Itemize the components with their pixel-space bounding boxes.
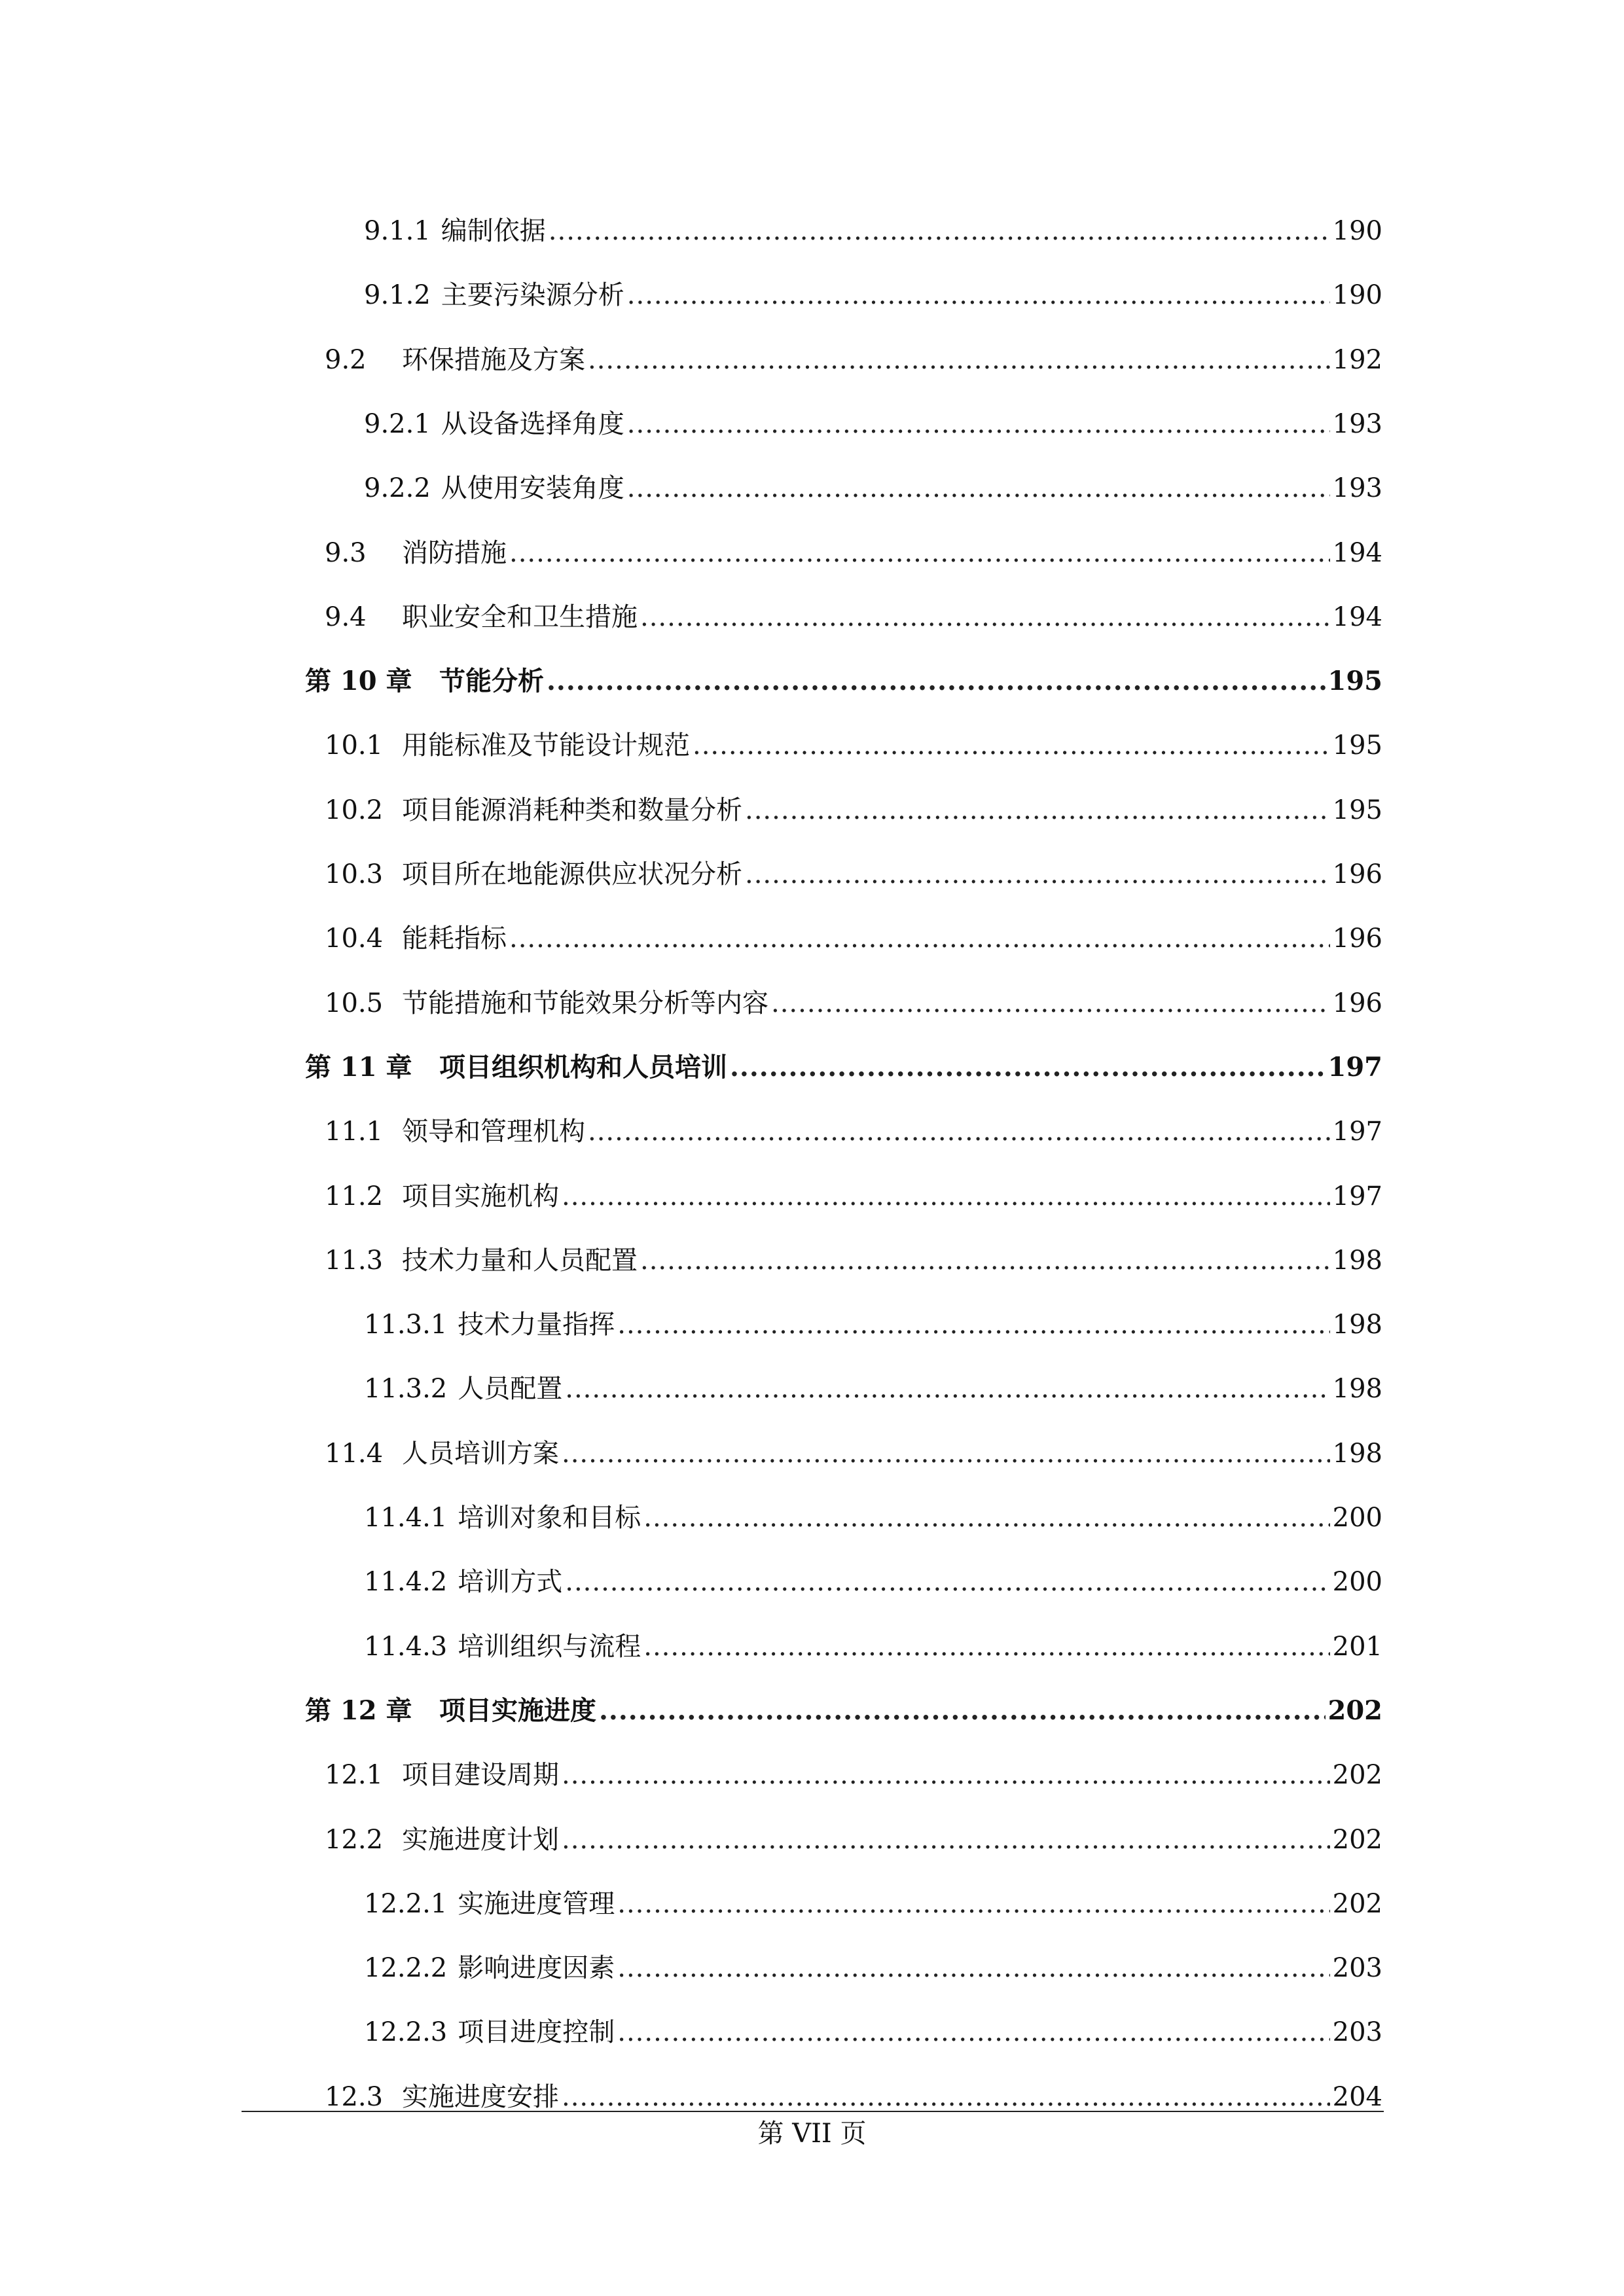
toc-entry-number: 12.2.3 <box>364 2017 448 2047</box>
toc-entry-number: 10.1 <box>325 730 384 761</box>
toc-entry[interactable] <box>364 2009 1382 2055</box>
toc-entry-page: 194 <box>1332 538 1382 568</box>
toc-entry[interactable] <box>325 337 1382 383</box>
toc-entry-page: 192 <box>1332 345 1382 375</box>
toc-dot-leader <box>588 337 1330 383</box>
toc-entry[interactable] <box>325 787 1382 833</box>
toc-entry-page: 197 <box>1327 1052 1382 1083</box>
toc-entry[interactable] <box>364 1366 1382 1412</box>
toc-entry-title: 实施进度安排 <box>402 2082 559 2112</box>
toc-dot-leader <box>617 1302 1329 1348</box>
toc-entry-page: 196 <box>1332 924 1382 954</box>
toc-dot-leader <box>562 1431 1330 1477</box>
toc-entry[interactable] <box>325 2074 1382 2120</box>
toc-entry-page: 198 <box>1332 1310 1382 1340</box>
toc-entry[interactable] <box>325 1109 1382 1155</box>
toc-entry-page: 195 <box>1332 730 1382 761</box>
toc-entry-title: 编制依据 <box>441 216 546 246</box>
toc-dot-leader <box>771 980 1330 1026</box>
toc-entry-title: 项目进度控制 <box>458 2017 615 2047</box>
toc-dot-leader <box>562 1817 1330 1863</box>
toc-dot-leader <box>599 1688 1326 1734</box>
toc-entry-title: 能耗指标 <box>402 924 507 954</box>
toc-entry-number: 11.1 <box>325 1117 384 1147</box>
toc-chapter-entry[interactable] <box>305 1045 1382 1090</box>
toc-entry-number: 9.1.1 <box>364 216 431 246</box>
footer-page-number: 第 VII 页 <box>757 2119 867 2149</box>
toc-dot-leader <box>640 594 1330 640</box>
toc-entry-number: 9.4 <box>325 602 367 632</box>
toc-entry[interactable] <box>325 1752 1382 1798</box>
toc-entry-page: 195 <box>1332 795 1382 825</box>
toc-dot-leader <box>627 401 1330 447</box>
toc-entry-title: 消防措施 <box>402 538 507 568</box>
toc-dot-leader <box>547 658 1326 704</box>
toc-entry-title: 项目实施进度 <box>439 1695 596 1726</box>
toc-dot-leader <box>565 1366 1329 1412</box>
toc-entry-title: 实施进度管理 <box>458 1889 615 1919</box>
toc-entry-number: 9.3 <box>325 538 367 568</box>
toc-dot-leader <box>509 916 1330 961</box>
toc-entry-title: 职业安全和卫生措施 <box>402 602 638 632</box>
toc-entry-page: 196 <box>1332 859 1382 889</box>
toc-entry-page: 198 <box>1332 1439 1382 1469</box>
toc-chapter-entry[interactable] <box>305 1688 1382 1734</box>
toc-entry-number: 12.2 <box>325 1825 384 1855</box>
toc-dot-leader <box>588 1109 1330 1155</box>
toc-entry-number: 11.4.2 <box>364 1567 448 1597</box>
toc-dot-leader <box>549 208 1330 254</box>
toc-entry[interactable] <box>364 1881 1382 1927</box>
toc-entry[interactable] <box>364 1302 1382 1348</box>
toc-entry-number: 11.3.2 <box>364 1374 448 1404</box>
toc-entry-title: 技术力量指挥 <box>458 1310 615 1340</box>
toc-entry-page: 190 <box>1332 280 1382 310</box>
toc-entry-page: 198 <box>1332 1246 1382 1276</box>
toc-entry[interactable] <box>364 272 1382 318</box>
toc-entry-title: 影响进度因素 <box>458 1953 615 1983</box>
toc-entry-page: 202 <box>1332 1889 1382 1919</box>
toc-entry-number: 12.2.1 <box>364 1889 448 1919</box>
toc-entry-page: 193 <box>1332 409 1382 439</box>
footer-rule <box>242 2111 1384 2112</box>
toc-dot-leader <box>643 1495 1329 1541</box>
toc-entry-number: 11.4.3 <box>364 1632 448 1662</box>
toc-entry-number: 第 12 章 <box>305 1695 412 1726</box>
toc-entry-page: 202 <box>1327 1695 1382 1726</box>
toc-entry-number: 9.1.2 <box>364 280 431 310</box>
toc-entry[interactable] <box>325 980 1382 1026</box>
toc-entry-number: 10.3 <box>325 859 384 889</box>
toc-entry-page: 198 <box>1332 1374 1382 1404</box>
toc-entry-title: 从设备选择角度 <box>441 409 624 439</box>
toc-entry-title: 节能分析 <box>439 666 544 696</box>
toc-entry[interactable] <box>364 1945 1382 1991</box>
toc-entry[interactable] <box>325 594 1382 640</box>
toc-entry-page: 190 <box>1332 216 1382 246</box>
toc-entry[interactable] <box>325 1431 1382 1477</box>
toc-entry-number: 第 11 章 <box>305 1052 412 1083</box>
toc-entry-title: 实施进度计划 <box>402 1825 559 1855</box>
toc-entry-title: 培训方式 <box>458 1567 563 1597</box>
toc-entry-page: 197 <box>1332 1181 1382 1211</box>
toc-entry-title: 用能标准及节能设计规范 <box>402 730 690 761</box>
toc-entry-title: 人员培训方案 <box>402 1439 559 1469</box>
toc-entry-title: 从使用安装角度 <box>441 473 624 503</box>
toc-entry-page: 203 <box>1332 2017 1382 2047</box>
toc-entry-number: 9.2 <box>325 345 367 375</box>
toc-dot-leader <box>640 1238 1330 1283</box>
toc-entry-number: 12.1 <box>325 1760 384 1790</box>
toc-entry-number: 11.4.1 <box>364 1503 448 1533</box>
toc-entry-number: 第 10 章 <box>305 666 412 696</box>
toc-dot-leader <box>693 723 1330 768</box>
toc-entry-number: 12.2.2 <box>364 1953 448 1983</box>
toc-entry-page: 201 <box>1332 1632 1382 1662</box>
toc-entry-page: 195 <box>1327 666 1382 696</box>
toc-entry-number: 10.4 <box>325 924 384 954</box>
toc-entry[interactable] <box>325 852 1382 897</box>
toc-dot-leader <box>643 1624 1329 1670</box>
toc-entry-number: 10.2 <box>325 795 384 825</box>
toc-entry-title: 领导和管理机构 <box>402 1117 585 1147</box>
toc-entry[interactable] <box>325 723 1382 768</box>
toc-entry-page: 202 <box>1332 1825 1382 1855</box>
toc-entry-title: 项目建设周期 <box>402 1760 559 1790</box>
toc-dot-leader <box>730 1045 1326 1090</box>
toc-dot-leader <box>565 1559 1329 1605</box>
toc-entry-number: 11.4 <box>325 1439 384 1469</box>
toc-entry-page: 203 <box>1332 1953 1382 1983</box>
toc-dot-leader <box>562 1752 1330 1798</box>
toc-entry-number: 11.2 <box>325 1181 384 1211</box>
toc-entry[interactable] <box>364 1624 1382 1670</box>
toc-entry[interactable] <box>325 1238 1382 1283</box>
toc-dot-leader <box>562 2074 1330 2120</box>
toc-entry-title: 培训组织与流程 <box>458 1632 641 1662</box>
toc-dot-leader <box>745 852 1330 897</box>
toc-entry[interactable] <box>364 1559 1382 1605</box>
toc-entry-title: 人员配置 <box>458 1374 563 1404</box>
toc-entry-number: 9.2.2 <box>364 473 431 503</box>
toc-entry-number: 10.5 <box>325 988 384 1018</box>
toc-entry[interactable] <box>364 208 1382 254</box>
toc-entry-page: 194 <box>1332 602 1382 632</box>
toc-entry-number: 12.3 <box>325 2082 384 2112</box>
toc-entry[interactable] <box>325 1174 1382 1219</box>
toc-entry-title: 节能措施和节能效果分析等内容 <box>402 988 768 1018</box>
toc-entry-title: 项目能源消耗种类和数量分析 <box>402 795 742 825</box>
toc-entry-page: 200 <box>1332 1503 1382 1533</box>
toc-entry-title: 项目所在地能源供应状况分析 <box>402 859 742 889</box>
toc-entry-title: 培训对象和目标 <box>458 1503 641 1533</box>
toc-entry-page: 200 <box>1332 1567 1382 1597</box>
toc-entry[interactable] <box>364 401 1382 447</box>
toc-entry-title: 项目组织机构和人员培训 <box>439 1052 727 1083</box>
toc-entry-number: 11.3 <box>325 1246 384 1276</box>
toc-entry-page: 196 <box>1332 988 1382 1018</box>
toc-dot-leader <box>617 2009 1329 2055</box>
toc-dot-leader <box>617 1881 1329 1927</box>
toc-entry-page: 193 <box>1332 473 1382 503</box>
toc-dot-leader <box>509 530 1330 576</box>
toc-entry-title: 环保措施及方案 <box>402 345 585 375</box>
toc-entry[interactable] <box>325 1817 1382 1863</box>
toc-entry-page: 204 <box>1332 2082 1382 2112</box>
toc-entry-title: 项目实施机构 <box>402 1181 559 1211</box>
toc-entry[interactable] <box>325 916 1382 961</box>
toc-entry-number: 9.2.1 <box>364 409 431 439</box>
toc-dot-leader <box>745 787 1330 833</box>
toc-entry-page: 197 <box>1332 1117 1382 1147</box>
toc-entry-number: 11.3.1 <box>364 1310 448 1340</box>
toc-chapter-entry[interactable] <box>305 658 1382 704</box>
toc-entry[interactable] <box>364 1495 1382 1541</box>
toc-dot-leader <box>617 1945 1329 1991</box>
toc-dot-leader <box>627 272 1330 318</box>
toc-entry-title: 主要污染源分析 <box>441 280 624 310</box>
toc-entry-title: 技术力量和人员配置 <box>402 1246 638 1276</box>
toc-entry-page: 202 <box>1332 1760 1382 1790</box>
toc-dot-leader <box>562 1174 1330 1219</box>
toc-dot-leader <box>627 465 1330 511</box>
toc-entry[interactable] <box>325 530 1382 576</box>
toc-entry[interactable] <box>364 465 1382 511</box>
